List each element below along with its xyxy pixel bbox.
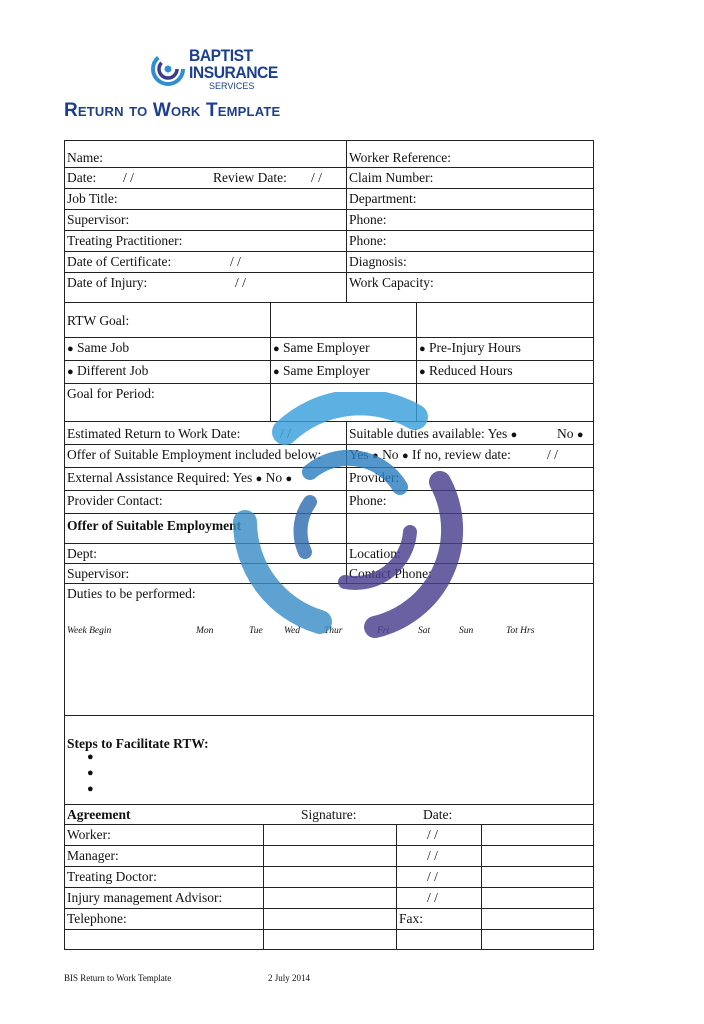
mon-header: Mon [196, 626, 214, 636]
date-of-injury-label: Date of Injury: [67, 275, 148, 290]
row-duties [65, 584, 593, 716]
steps-heading: Steps to Facilitate RTW: [67, 736, 209, 751]
telephone-field[interactable] [263, 909, 396, 929]
row-provider-contact [65, 491, 593, 514]
practitioner-phone-field[interactable]: Phone: [346, 231, 593, 251]
goal-for-period-field[interactable]: Goal for Period: [67, 386, 155, 401]
same-employer-option-1[interactable] [270, 338, 416, 360]
row-supervisor [65, 210, 593, 231]
row-rtw-goal [65, 303, 593, 338]
bullet-icon: ● [419, 366, 426, 378]
advisor-signature-field[interactable] [263, 888, 396, 908]
bullet-icon: ● [87, 783, 94, 795]
review-slashes: / / [547, 447, 558, 462]
estimated-rtw-date-label: Estimated Return to Work Date: [67, 426, 241, 441]
offer-supervisor-field[interactable]: Supervisor: [67, 566, 130, 581]
job-title-field[interactable]: Job Title: [67, 191, 118, 206]
contact-phone-field[interactable]: Contact Phone: [346, 564, 593, 583]
estimated-rtw-slashes: / / [280, 426, 291, 441]
same-job-option[interactable] [65, 338, 270, 360]
date-field[interactable] [65, 168, 346, 188]
row-goal-options-2 [65, 361, 593, 384]
thur-header: Thur [324, 626, 343, 636]
suitable-duties-label: Suitable duties available: [349, 426, 485, 441]
bullet-icon: ● [67, 343, 74, 355]
provider-field[interactable]: Provider: [346, 468, 593, 490]
same-job-label: Same Job [77, 340, 130, 355]
row-doctor-sign [65, 867, 593, 888]
agreement-heading: Agreement [67, 807, 131, 822]
blank-cell-2[interactable] [263, 930, 396, 949]
treating-practitioner-field[interactable]: Treating Practitioner: [67, 233, 183, 248]
suitable-no-label: No [557, 426, 574, 441]
logo-line-1: BAPTIST [189, 46, 253, 65]
tot-hrs-header: Tot Hrs [506, 626, 535, 636]
worker-reference-field[interactable]: Worker Reference: [346, 141, 593, 167]
row-advisor-sign [65, 888, 593, 909]
sat-header: Sat [418, 626, 431, 636]
bullet-icon: ● [401, 450, 409, 462]
same-employer-option-2[interactable] [270, 361, 416, 383]
injury-advisor-label: Injury management Advisor: [67, 890, 223, 905]
company-logo [150, 47, 286, 91]
row-external-assistance [65, 468, 593, 491]
offer-included-options[interactable] [346, 445, 593, 467]
row-worker-sign [65, 825, 593, 846]
bullet-icon: ● [576, 429, 584, 441]
offer-included-label: Offer of Suitable Employment included below: [67, 447, 322, 462]
advisor-date-field[interactable]: / / [396, 888, 481, 908]
manager-signature-field[interactable] [263, 846, 396, 866]
external-assistance-field[interactable] [65, 468, 346, 490]
injury-slashes: / / [235, 275, 246, 290]
suitable-yes-label: Yes [487, 426, 508, 441]
logo-line-3: SERVICES [209, 81, 255, 91]
tue-header: Tue [249, 626, 263, 636]
row-offer-supervisor [65, 564, 593, 584]
date-of-injury-field[interactable] [65, 273, 346, 302]
estimated-rtw-date-field[interactable] [65, 422, 346, 444]
row-agreement-heading [65, 805, 593, 825]
blank-cell-4[interactable] [481, 930, 593, 949]
page-title: Return to Work Template [64, 100, 281, 121]
bullet-icon: ● [372, 450, 379, 462]
rtw-goal-cell-3[interactable] [416, 303, 593, 337]
bullet-icon: ● [67, 366, 74, 378]
bullet-icon: ● [285, 473, 293, 485]
bullet-icon: ● [419, 343, 426, 355]
worker-date-field[interactable]: / / [396, 825, 481, 845]
doctor-date-field[interactable]: / / [396, 867, 481, 887]
supervisor-field[interactable]: Supervisor: [67, 212, 130, 227]
bullet-icon: ● [273, 343, 280, 355]
telephone-label: Telephone: [67, 911, 127, 926]
row-injury [65, 273, 593, 303]
worker-extra-cell[interactable] [481, 825, 593, 845]
pre-injury-hours-option[interactable] [416, 338, 593, 360]
bullet-icon: ● [87, 751, 94, 763]
row-manager-sign [65, 846, 593, 867]
row-job-title [65, 189, 593, 210]
external-yes-label: Yes [232, 470, 253, 485]
different-job-label: Different Job [77, 363, 149, 378]
manager-extra-cell[interactable] [481, 846, 593, 866]
bullet-icon: ● [510, 429, 518, 441]
different-job-option[interactable] [65, 361, 270, 383]
advisor-extra-cell[interactable] [481, 888, 593, 908]
supervisor-phone-field[interactable]: Phone: [346, 210, 593, 230]
provider-contact-field[interactable]: Provider Contact: [67, 493, 163, 508]
row-blank [65, 930, 593, 949]
row-offer-heading [65, 514, 593, 544]
treating-doctor-label: Treating Doctor: [67, 869, 157, 884]
bullet-icon: ● [273, 366, 280, 378]
footer-doc-date: 2 July 2014 [268, 973, 311, 983]
row-dept [65, 544, 593, 564]
row-practitioner [65, 231, 593, 252]
row-certificate [65, 252, 593, 273]
same-employer-label: Same Employer [283, 340, 370, 355]
worker-signature-field[interactable] [263, 825, 396, 845]
offer-heading-cell-2 [346, 514, 593, 543]
wed-header: Wed [284, 626, 301, 636]
bullet-icon: ● [87, 767, 94, 779]
external-no-label: No [265, 470, 283, 485]
row-steps [65, 716, 593, 805]
provider-phone-field[interactable]: Phone: [346, 491, 593, 513]
blank-cell-1[interactable] [65, 930, 263, 949]
fri-header: Fri [377, 626, 390, 636]
bullet-icon: ● [255, 473, 263, 485]
fax-label: Fax: [396, 909, 481, 929]
diagnosis-field[interactable]: Diagnosis: [346, 252, 593, 272]
work-capacity-field[interactable]: Work Capacity: [346, 273, 593, 302]
swirl-logo-icon [150, 49, 186, 89]
week-begin-header: Week Begin [67, 626, 112, 636]
location-field[interactable]: Location: [346, 544, 593, 563]
footer-doc-name: BIS Return to Work Template [64, 973, 172, 983]
manager-label: Manager: [67, 848, 119, 863]
review-date-slashes: / / [311, 170, 322, 185]
worker-label: Worker: [67, 827, 111, 842]
signature-header: Signature: [301, 807, 357, 822]
claim-number-field[interactable]: Claim Number: [346, 168, 593, 188]
department-field[interactable]: Department: [346, 189, 593, 209]
row-telephone [65, 909, 593, 930]
row-name [65, 141, 593, 168]
offer-yes-label: Yes [349, 447, 369, 462]
certificate-slashes: / / [230, 254, 241, 269]
rtw-goal-cell-2[interactable] [270, 303, 416, 337]
row-offer-included [65, 445, 593, 468]
logo-line-2: INSURANCE [189, 63, 278, 82]
date-of-certificate-label: Date of Certificate: [67, 254, 172, 269]
same-employer-label: Same Employer [283, 363, 370, 378]
steps-bullet-list [87, 749, 94, 797]
blank-cell-3[interactable] [396, 930, 481, 949]
dept-field[interactable]: Dept: [67, 546, 97, 561]
doctor-signature-field[interactable] [263, 867, 396, 887]
row-date [65, 168, 593, 189]
goal-period-cell-3[interactable] [416, 384, 593, 421]
reduced-hours-label: Reduced Hours [429, 363, 513, 378]
date-slashes: / / [123, 170, 134, 185]
row-estimated-rtw [65, 422, 593, 445]
offer-no-label: No [382, 447, 399, 462]
duties-label: Duties to be performed: [67, 586, 196, 601]
review-date-label: Review Date: [213, 170, 287, 185]
pre-injury-hours-label: Pre-Injury Hours [429, 340, 521, 355]
name-field[interactable]: Name: [67, 150, 103, 165]
date-header: Date: [423, 807, 453, 822]
steps-field[interactable] [65, 716, 593, 804]
row-goal-options-1 [65, 338, 593, 361]
doctor-extra-cell[interactable] [481, 867, 593, 887]
rtw-goal-label: RTW Goal: [67, 313, 130, 328]
manager-date-field[interactable]: / / [396, 846, 481, 866]
row-goal-period [65, 384, 593, 422]
date-label: Date: [67, 170, 97, 185]
suitable-duties-field[interactable] [346, 422, 593, 444]
if-no-review-label: If no, review date: [411, 447, 511, 462]
offer-heading: Offer of Suitable Employment [67, 518, 242, 533]
date-of-certificate-field[interactable] [65, 252, 346, 272]
sun-header: Sun [459, 626, 474, 636]
duties-field[interactable] [65, 584, 593, 715]
fax-field[interactable] [481, 909, 593, 929]
reduced-hours-option[interactable] [416, 361, 593, 383]
goal-period-cell-2[interactable] [270, 384, 416, 421]
rtw-form [64, 140, 594, 950]
external-assistance-label: External Assistance Required: [67, 470, 230, 485]
